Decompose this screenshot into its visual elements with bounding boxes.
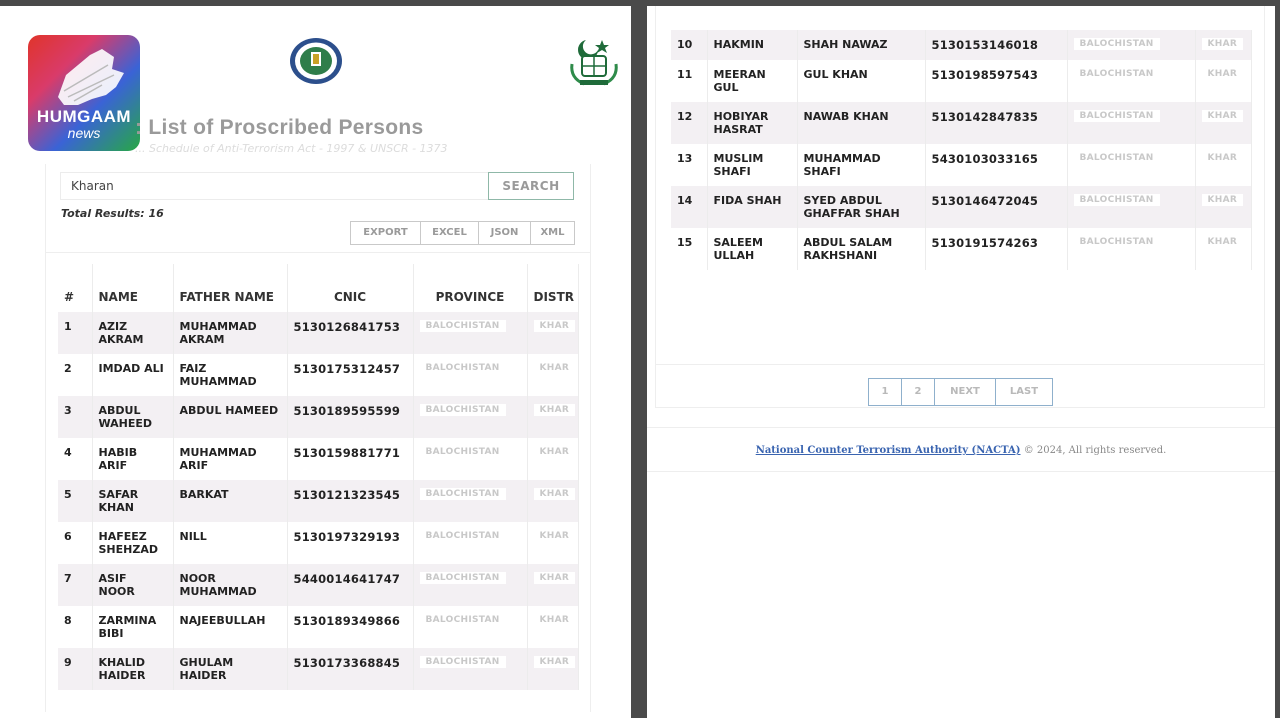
export-button[interactable]: EXPORT	[350, 221, 421, 245]
row-name: KHALID HAIDER	[92, 648, 173, 690]
left-screenshot-panel	[0, 6, 631, 718]
row-father-name: ABDUL HAMEED	[173, 396, 287, 438]
row-number: 8	[58, 606, 92, 648]
table-row	[58, 606, 578, 648]
page-1-button[interactable]: 1	[868, 378, 902, 406]
row-cnic: 5130146472045	[925, 186, 1067, 228]
logo-title: HUMGAAM	[36, 107, 132, 126]
table-row	[671, 228, 1251, 270]
row-province: BALOCHISTAN	[1067, 186, 1195, 228]
row-father-name: FAIZ MUHAMMAD	[173, 354, 287, 396]
row-province: BALOCHISTAN	[1067, 60, 1195, 102]
table-row	[58, 396, 578, 438]
row-father-name: BARKAT	[173, 480, 287, 522]
row-cnic: 5430103033165	[925, 144, 1067, 186]
row-number: 3	[58, 396, 92, 438]
card-border	[1264, 6, 1265, 408]
row-province: BALOCHISTAN	[413, 312, 527, 354]
footer-divider	[647, 427, 1275, 428]
row-name: HOBIYAR HASRAT	[707, 102, 797, 144]
row-province: BALOCHISTAN	[413, 480, 527, 522]
row-number: 11	[671, 60, 707, 102]
row-district: KHAR	[1195, 144, 1251, 186]
footer	[647, 445, 1275, 456]
table-row	[671, 60, 1251, 102]
row-number: 13	[671, 144, 707, 186]
row-number: 4	[58, 438, 92, 480]
row-cnic: 5130189349866	[287, 606, 413, 648]
total-results: Total Results: 16	[61, 207, 164, 220]
row-father-name: SYED ABDUL GHAFFAR SHAH	[797, 186, 925, 228]
row-province: BALOCHISTAN	[413, 564, 527, 606]
row-district: KHAR	[527, 354, 578, 396]
table-row	[671, 30, 1251, 60]
row-district: KHAR	[527, 522, 578, 564]
row-number: 12	[671, 102, 707, 144]
row-province: BALOCHISTAN	[413, 396, 527, 438]
nacta-seal-icon	[289, 37, 343, 85]
row-cnic: 5130198597543	[925, 60, 1067, 102]
row-number: 9	[58, 648, 92, 690]
row-father-name: NOOR MUHAMMAD	[173, 564, 287, 606]
card-divider	[655, 407, 1265, 408]
table-row	[58, 438, 578, 480]
row-number: 15	[671, 228, 707, 270]
humgaam-news-logo	[28, 35, 140, 151]
row-cnic: 5130126841753	[287, 312, 413, 354]
card-border	[655, 6, 656, 408]
row-province: BALOCHISTAN	[413, 354, 527, 396]
row-district: KHAR	[1195, 186, 1251, 228]
row-district: KHAR	[1195, 30, 1251, 60]
col-header-father-name[interactable]: FATHER NAME	[173, 264, 287, 312]
persons-table	[58, 264, 579, 690]
row-cnic: 5130197329193	[287, 522, 413, 564]
card-border	[45, 164, 46, 712]
row-number: 10	[671, 30, 707, 60]
col-header-district[interactable]: DISTR	[527, 264, 578, 312]
row-father-name: SHAH NAWAZ	[797, 30, 925, 60]
card-border	[590, 164, 591, 712]
row-father-name: GUL KHAN	[797, 60, 925, 102]
row-province: BALOCHISTAN	[1067, 228, 1195, 270]
row-father-name: MUHAMMAD AKRAM	[173, 312, 287, 354]
table-row	[671, 186, 1251, 228]
table-row	[58, 354, 578, 396]
row-province: BALOCHISTAN	[413, 606, 527, 648]
table-row	[58, 522, 578, 564]
row-cnic: 5130121323545	[287, 480, 413, 522]
page-2-button[interactable]: 2	[901, 378, 935, 406]
row-district: KHAR	[1195, 228, 1251, 270]
row-father-name: NAWAB KHAN	[797, 102, 925, 144]
row-number: 14	[671, 186, 707, 228]
row-province: BALOCHISTAN	[413, 648, 527, 690]
row-district: KHAR	[1195, 60, 1251, 102]
row-name: HAKMIN	[707, 30, 797, 60]
nacta-link[interactable]: National Counter Terrorism Authority (NACTA)	[755, 445, 1021, 456]
table-row	[58, 312, 578, 354]
table-row	[58, 564, 578, 606]
row-district: KHAR	[527, 396, 578, 438]
row-cnic: 5440014641747	[287, 564, 413, 606]
row-cnic: 5130153146018	[925, 30, 1067, 60]
row-province: BALOCHISTAN	[413, 522, 527, 564]
row-district: KHAR	[527, 648, 578, 690]
row-cnic: 5130175312457	[287, 354, 413, 396]
row-father-name: ABDUL SALAM RAKHSHANI	[797, 228, 925, 270]
row-father-name: GHULAM HAIDER	[173, 648, 287, 690]
row-name: SAFAR KHAN	[92, 480, 173, 522]
col-header-province[interactable]: PROVINCE	[413, 264, 527, 312]
row-district: KHAR	[527, 438, 578, 480]
pakistan-emblem-icon	[568, 34, 620, 88]
row-province: BALOCHISTAN	[1067, 30, 1195, 60]
row-cnic: 5130159881771	[287, 438, 413, 480]
row-number: 2	[58, 354, 92, 396]
row-province: BALOCHISTAN	[413, 438, 527, 480]
row-cnic: 5130191574263	[925, 228, 1067, 270]
last-page-button[interactable]: LAST	[995, 378, 1053, 406]
logo-subtitle: news	[67, 125, 101, 141]
search-button[interactable]: SEARCH	[488, 172, 574, 200]
row-name: IMDAD ALI	[92, 354, 173, 396]
table-row	[58, 480, 578, 522]
row-district: KHAR	[1195, 102, 1251, 144]
row-number: 1	[58, 312, 92, 354]
row-province: BALOCHISTAN	[1067, 144, 1195, 186]
row-name: AZIZ AKRAM	[92, 312, 173, 354]
col-header-name[interactable]: NAME	[92, 264, 173, 312]
row-number: 5	[58, 480, 92, 522]
row-name: HABIB ARIF	[92, 438, 173, 480]
json-button[interactable]: JSON	[478, 221, 531, 245]
page-title: : List of Proscribed Persons	[135, 116, 424, 139]
row-cnic: 5130189595599	[287, 396, 413, 438]
row-cnic: 5130173368845	[287, 648, 413, 690]
row-district: KHAR	[527, 480, 578, 522]
row-province: BALOCHISTAN	[1067, 102, 1195, 144]
footer-divider	[647, 471, 1275, 472]
row-district: KHAR	[527, 312, 578, 354]
col-header-number[interactable]: #	[58, 264, 92, 312]
table-header-row	[58, 264, 578, 312]
row-number: 7	[58, 564, 92, 606]
row-district: KHAR	[527, 564, 578, 606]
next-page-button[interactable]: NEXT	[934, 378, 996, 406]
card-divider	[655, 364, 1265, 365]
row-name: SALEEM ULLAH	[707, 228, 797, 270]
row-name: ASIF NOOR	[92, 564, 173, 606]
row-father-name: MUHAMMAD SHAFI	[797, 144, 925, 186]
card-divider	[45, 252, 591, 253]
row-name: ABDUL WAHEED	[92, 396, 173, 438]
row-cnic: 5130142847835	[925, 102, 1067, 144]
row-name: FIDA SHAH	[707, 186, 797, 228]
xml-button[interactable]: XML	[530, 221, 575, 245]
table-row	[58, 648, 578, 690]
table-row	[671, 144, 1251, 186]
col-header-cnic[interactable]: CNIC	[287, 264, 413, 312]
row-name: ZARMINA BIBI	[92, 606, 173, 648]
row-father-name: MUHAMMAD ARIF	[173, 438, 287, 480]
row-name: MUSLIM SHAFI	[707, 144, 797, 186]
search-input[interactable]: Kharan	[60, 172, 489, 200]
row-name: HAFEEZ SHEHZAD	[92, 522, 173, 564]
row-number: 6	[58, 522, 92, 564]
excel-button[interactable]: EXCEL	[420, 221, 479, 245]
page-subtitle: ... Schedule of Anti-Terrorism Act - 1997 & UNSCR - 1373	[135, 142, 448, 155]
table-row	[671, 102, 1251, 144]
row-father-name: NAJEEBULLAH	[173, 606, 287, 648]
row-district: KHAR	[527, 606, 578, 648]
persons-table-continued	[671, 30, 1252, 270]
row-father-name: NILL	[173, 522, 287, 564]
right-screenshot-panel	[647, 6, 1275, 718]
row-name: MEERAN GUL	[707, 60, 797, 102]
copyright-text: © 2024, All rights reserved.	[1023, 445, 1167, 456]
